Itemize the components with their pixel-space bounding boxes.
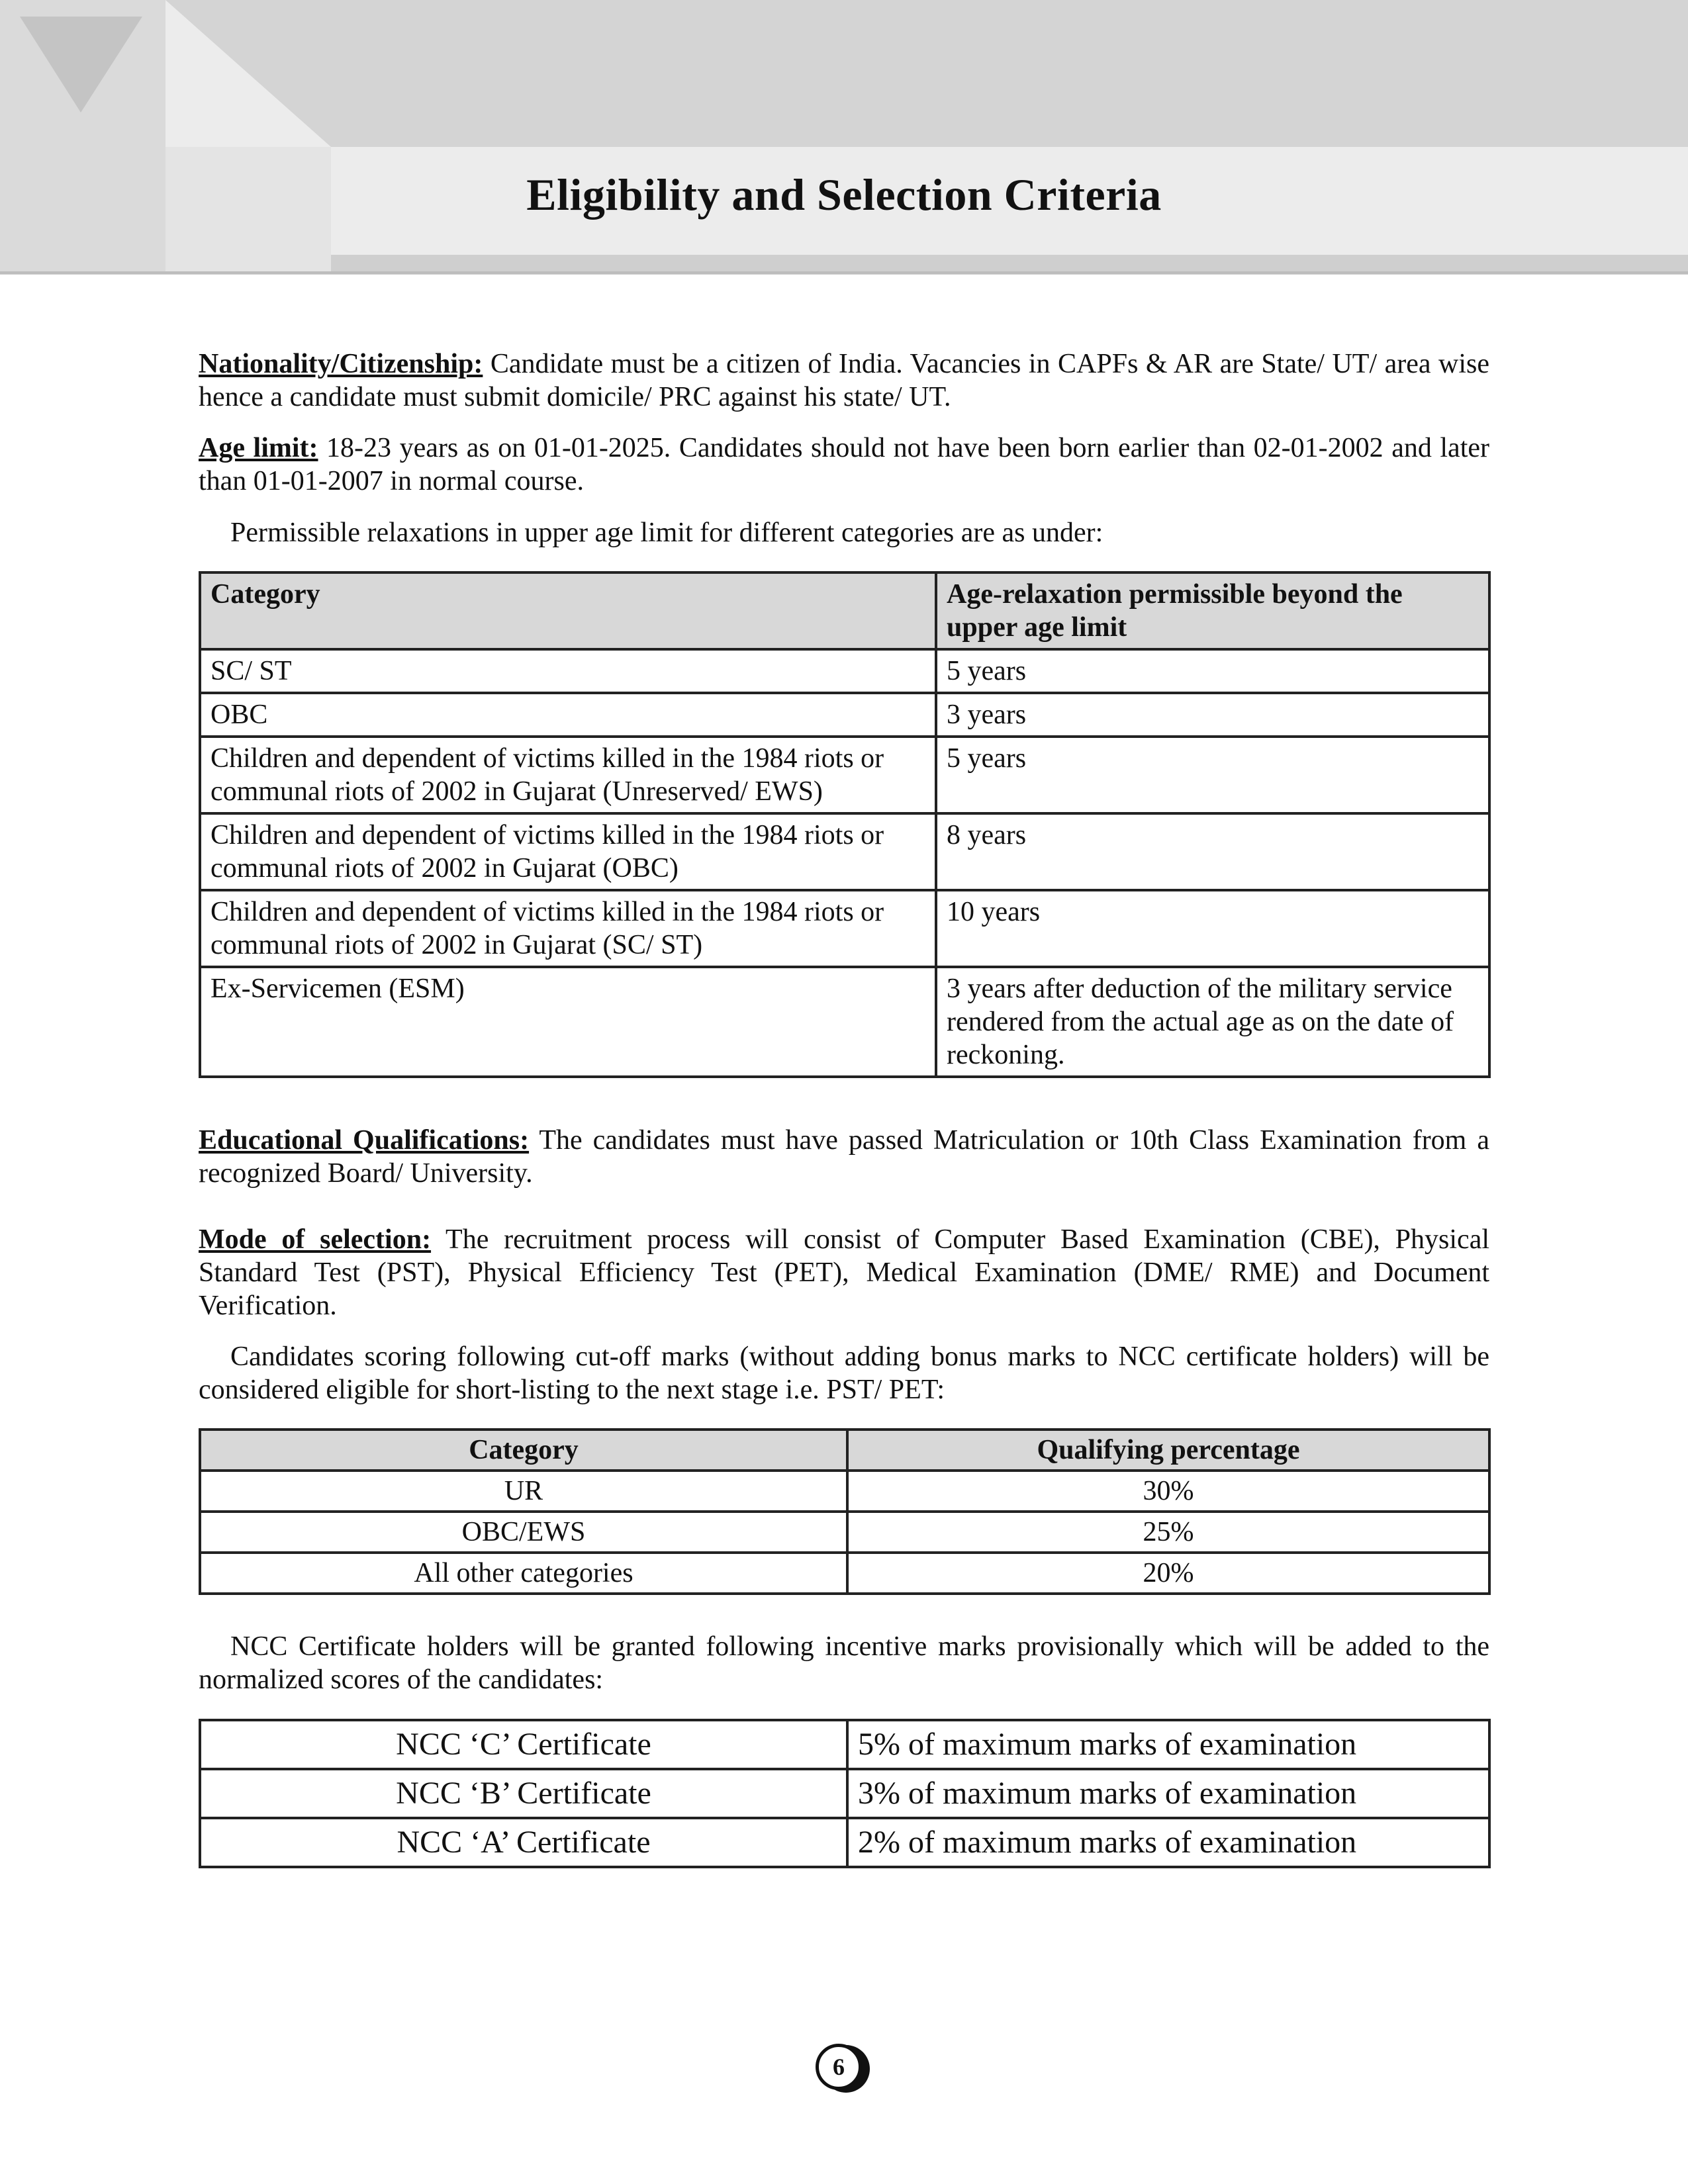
table-cell: 5% of maximum marks of examination (847, 1720, 1489, 1769)
nationality-paragraph (199, 347, 1489, 414)
table-row (200, 1553, 1489, 1594)
table-cell: Children and dependent of victims killed in the 1984 riots or communal riots of 2002 in Gujarat (SC/ ST) (200, 890, 936, 967)
header-banner (0, 0, 1688, 281)
table-cell: NCC ‘A’ Certificate (200, 1818, 847, 1867)
table-cell: 3 years (936, 693, 1489, 737)
table-cell: 8 years (936, 813, 1489, 890)
age-limit-label: Age limit: (199, 433, 318, 463)
table-row (200, 1471, 1489, 1512)
table-cell: Children and dependent of victims killed in the 1984 riots or communal riots of 2002 in Gujarat (Unreserved/ EWS) (200, 737, 936, 813)
table-cell: SC/ ST (200, 649, 936, 693)
table-cell: 20% (847, 1553, 1489, 1594)
table-row (200, 737, 1489, 813)
education-label: Educational Qualifications: (199, 1125, 530, 1156)
table-cell: OBC (200, 693, 936, 737)
table-header-cell: Age-relaxation permissible beyond the upper age limit (936, 572, 1489, 649)
table-cell: 2% of maximum marks of examination (847, 1818, 1489, 1867)
nationality-label: Nationality/Citizenship: (199, 349, 483, 379)
table-cell: UR (200, 1471, 847, 1512)
table-row (200, 1818, 1489, 1867)
table-cell: 3 years after deduction of the military service rendered from the actual age as on the date of reckoning. (936, 967, 1489, 1077)
table-cell: NCC ‘B’ Certificate (200, 1769, 847, 1818)
table-header-cell: Qualifying percentage (847, 1430, 1489, 1471)
table-cell: NCC ‘C’ Certificate (200, 1720, 847, 1769)
nationality-text: Candidate must be a citizen of India. Vacancies in CAPFs & AR are State/ UT/ area wise hence a candidate must submit domicile/ PRC against his state/ UT. (199, 349, 1489, 412)
education-paragraph (199, 1124, 1489, 1190)
page-number: 6 (816, 2044, 862, 2090)
table-cell: 5 years (936, 649, 1489, 693)
table-cell: Ex-Servicemen (ESM) (200, 967, 936, 1077)
selection-paragraph (199, 1223, 1489, 1322)
ncc-intro: NCC Certificate holders will be granted following incentive marks provisionally which will be added to the normalized scores of the candidates: (199, 1631, 1489, 1695)
table-cell: All other categories (200, 1553, 847, 1594)
selection-label: Mode of selection: (199, 1224, 432, 1255)
table-row (200, 890, 1489, 967)
education-text: The candidates must have passed Matriculation or 10th Class Examination from a recognized Board/ University. (199, 1125, 1489, 1189)
table-row (200, 1720, 1489, 1769)
table-header-row (200, 572, 1489, 649)
table-cell: Children and dependent of victims killed in the 1984 riots or communal riots of 2002 in Gujarat (OBC) (200, 813, 936, 890)
ncc-incentive-table (199, 1719, 1491, 1868)
page-title: Eligibility and Selection Criteria (526, 169, 1162, 220)
table-header-row (200, 1430, 1489, 1471)
table-cell: 25% (847, 1512, 1489, 1553)
cutoff-table (199, 1428, 1491, 1595)
age-relaxation-intro: Permissible relaxations in upper age limit for different categories are as under: (230, 518, 1103, 548)
age-limit-paragraph (199, 432, 1489, 498)
table-header-cell: Category (200, 1430, 847, 1471)
table-row (200, 1512, 1489, 1553)
age-relaxation-table (199, 571, 1491, 1078)
table-row (200, 967, 1489, 1077)
table-cell: OBC/EWS (200, 1512, 847, 1553)
age-limit-text: 18-23 years as on 01-01-2025. Candidates should not have been born earlier than 02-01-2002 and later than 01-01-2007 in normal course. (199, 433, 1489, 496)
table-cell: 3% of maximum marks of examination (847, 1769, 1489, 1818)
table-cell: 10 years (936, 890, 1489, 967)
table-row (200, 693, 1489, 737)
cutoff-intro: Candidates scoring following cut-off marks (without adding bonus marks to NCC certificate holders) will be considered eligible for short-listing to the next stage i.e. PST/ PET: (199, 1342, 1489, 1405)
table-row (200, 813, 1489, 890)
table-row (200, 649, 1489, 693)
selection-text: The recruitment process will consist of Computer Based Examination (CBE), Physical Standard Test (PST), Physical Efficiency Test (PET), Medical Examination (DME/ RME) and Document Verification. (199, 1224, 1489, 1321)
table-header-cell: Category (200, 572, 936, 649)
table-row (200, 1769, 1489, 1818)
table-cell: 5 years (936, 737, 1489, 813)
table-cell: 30% (847, 1471, 1489, 1512)
